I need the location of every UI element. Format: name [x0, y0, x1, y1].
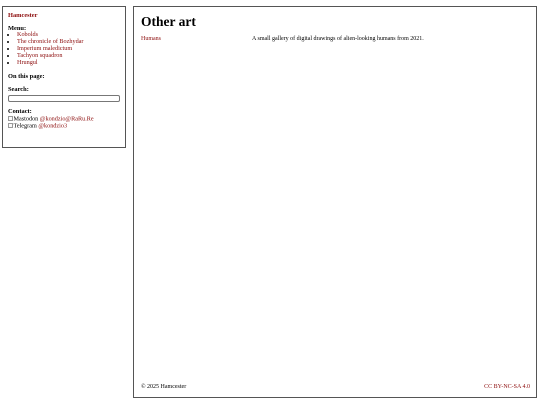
- contact-telegram: [8, 123, 121, 130]
- menu-link-chronicle-of-bozhydar[interactable]: The chronicle of Bozhydar: [17, 38, 84, 46]
- gallery-name-cell: [141, 36, 252, 42]
- gallery-link-humans[interactable]: Humans: [141, 35, 161, 42]
- telegram-icon: [8, 123, 13, 128]
- menu-heading: Menu:: [8, 25, 27, 33]
- copyright-text: © 2025 Hamcester: [141, 384, 187, 390]
- site-title-link[interactable]: Hamcester: [8, 12, 38, 19]
- footer: [141, 384, 530, 390]
- on-this-page-heading: On this page:: [8, 73, 45, 81]
- menu-item: [17, 60, 121, 67]
- menu-link-imperium-maledictum[interactable]: Imperium maledictum: [17, 45, 73, 53]
- license-link[interactable]: CC BY-NC-SA 4.0: [484, 384, 530, 390]
- page-title: Other art: [141, 14, 196, 29]
- menu-link-tachyon-squadron[interactable]: Tachyon squadron: [17, 52, 63, 60]
- telegram-link[interactable]: @kondzio3: [38, 122, 68, 130]
- search-heading: Search:: [8, 86, 29, 94]
- search-input[interactable]: [8, 95, 120, 102]
- gallery-row: [141, 36, 529, 42]
- main-content: [133, 6, 537, 398]
- menu-link-kobolds[interactable]: Kobolds: [17, 31, 38, 39]
- menu-list: [8, 32, 121, 67]
- mastodon-link[interactable]: @kondzio@RaRu.Re: [39, 115, 94, 123]
- contact-heading: Contact:: [8, 108, 32, 116]
- mastodon-img-alt: Mastodon: [13, 115, 39, 123]
- gallery-description: A small gallery of digital drawings of alien-looking humans from 2021.: [252, 35, 424, 42]
- menu-link-hrungul[interactable]: Hrungul: [17, 59, 38, 67]
- sidebar: [2, 6, 126, 148]
- telegram-img-alt: Telegram: [13, 122, 37, 130]
- mastodon-icon: [8, 116, 13, 121]
